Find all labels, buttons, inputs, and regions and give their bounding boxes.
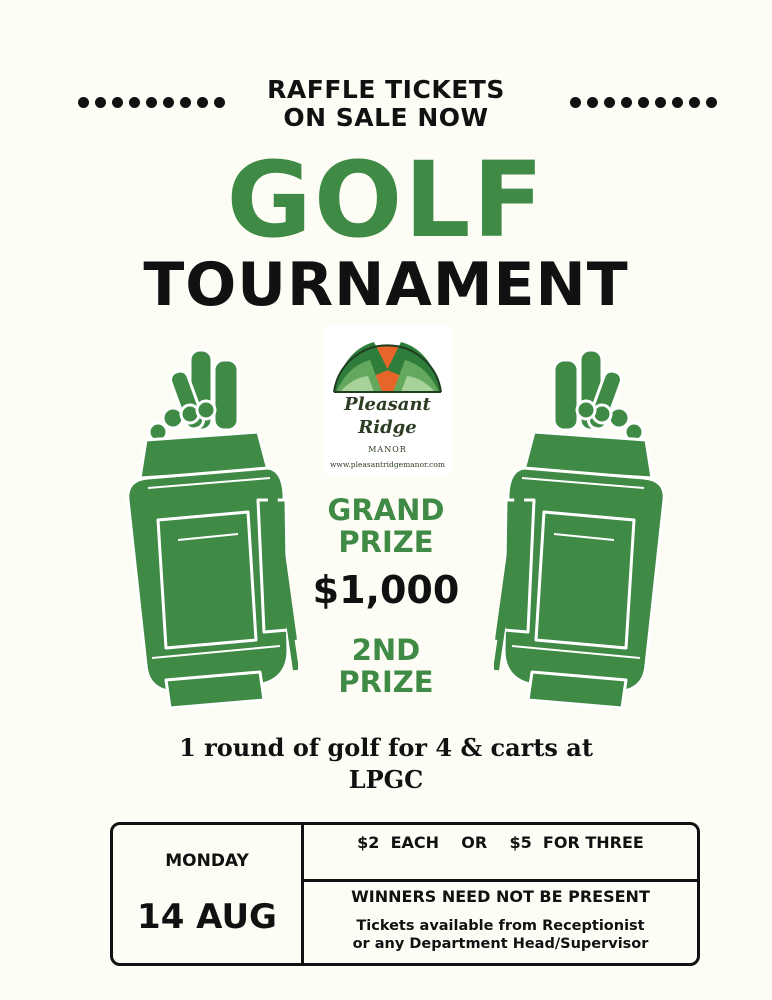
winners-note: WINNERS NEED NOT BE PRESENT — [351, 887, 650, 906]
dots-right — [570, 97, 717, 108]
ticket-availability-line-2: or any Department Head/Supervisor — [352, 936, 649, 952]
logo-line-2: Ridge — [358, 417, 417, 438]
title-tournament: TOURNAMENT — [143, 250, 629, 320]
title-golf: GOLF — [226, 139, 546, 261]
second-prize-line-1: 2ND — [351, 633, 421, 667]
grand-prize-amount: $1,000 — [312, 568, 460, 612]
logo-line-3: MANOR — [368, 445, 407, 454]
ticket-availability-line-1: Tickets available from Receptionist — [356, 918, 645, 934]
raffle-line-2: ON SALE NOW — [283, 103, 489, 132]
raffle-heading — [220, 76, 552, 132]
raffle-line-1: RAFFLE TICKETS — [267, 75, 505, 104]
grand-prize-line-1: GRAND — [327, 493, 445, 527]
ticket-price: $2 EACH OR $5 FOR THREE — [357, 833, 644, 852]
second-prize-desc-line-1: 1 round of golf for 4 & carts at — [179, 733, 593, 762]
ticket-availability — [304, 917, 697, 953]
event-info-box — [110, 822, 700, 966]
second-prize-heading — [286, 634, 486, 698]
grand-prize-heading — [286, 494, 486, 558]
golf-bag-left-icon — [118, 340, 298, 710]
golf-bag-right-icon — [494, 340, 674, 710]
pleasant-ridge-logo — [324, 326, 451, 476]
grand-prize-line-2: PRIZE — [338, 525, 434, 559]
event-date: 14 AUG — [137, 897, 277, 937]
logo-line-1: Pleasant — [344, 394, 431, 415]
info-divider-horizontal — [304, 879, 697, 882]
second-prize-description — [0, 732, 772, 796]
event-day: MONDAY — [165, 851, 249, 871]
second-prize-line-2: PRIZE — [338, 665, 434, 699]
dots-left — [78, 97, 225, 108]
second-prize-desc-line-2: LPGC — [348, 765, 424, 794]
logo-website: www.pleasantridgemanor.com — [330, 460, 445, 469]
mountain-arch-icon — [324, 330, 451, 396]
